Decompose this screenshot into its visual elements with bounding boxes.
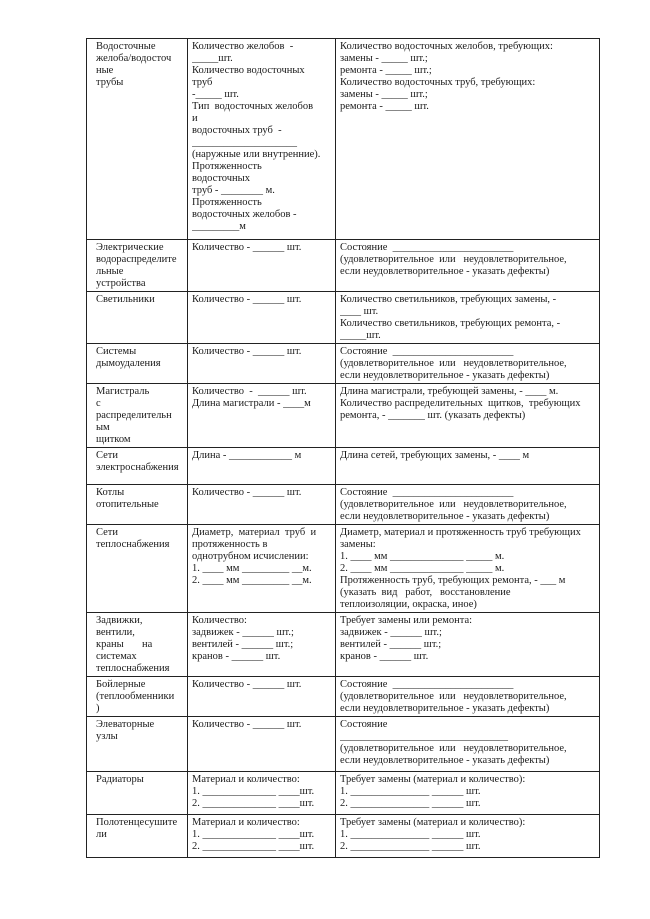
cell-text-line: Задвижки, [96, 615, 143, 626]
cell-text-line: 1. _______________ ______ шт. [340, 829, 481, 840]
cell-text-line: Требует замены (материал и количество): [340, 774, 526, 785]
cell-text-line: если неудовлетворительное - указать дефекты) [340, 511, 550, 522]
cell-text-line: (удовлетворительное или неудовлетворительное, [340, 691, 567, 702]
cell-text-line: 2. ____ мм ______________ _____ м. [340, 563, 505, 574]
inspection-table-body [87, 39, 600, 858]
table-row [87, 292, 600, 344]
cell-text-line: Полотенцесушите [96, 817, 178, 828]
cell-text-line: замены: [340, 539, 376, 550]
condition-cell [336, 240, 600, 292]
cell-text-line: однотрубном исчислении: [192, 551, 309, 562]
cell-text-line: Сети [96, 527, 118, 538]
cell-text-line: 2. ______________ ____шт. [192, 841, 315, 852]
cell-text-line: Протяженность [192, 197, 262, 208]
cell-text-line: вентили, [96, 627, 135, 638]
cell-text-line: (теплообменники [96, 691, 175, 702]
cell-text-line: Состояние _______________________ [340, 487, 514, 498]
element-name-cell [87, 240, 188, 292]
parameters-cell [188, 39, 336, 240]
element-name-cell [87, 485, 188, 525]
cell-text-line: водосточных [192, 173, 250, 184]
cell-text-line: льные [96, 266, 124, 277]
cell-text-line: Электрические [96, 242, 164, 253]
cell-text-line: замены - _____ шт.; [340, 53, 428, 64]
cell-text-line: Количество водосточных желобов, требующих: [340, 41, 553, 52]
parameters-cell [188, 717, 336, 772]
parameters-cell [188, 344, 336, 384]
cell-text-line: ли [96, 829, 107, 840]
cell-text-line: задвижек - ______ шт.; [192, 627, 294, 638]
cell-text-line: протяженность в [192, 539, 268, 550]
cell-text-line: (удовлетворительное или неудовлетворительное, [340, 499, 567, 510]
condition-cell [336, 525, 600, 613]
cell-text-line: Количество распределительных щитков, требующих [340, 398, 581, 409]
cell-text-line: Материал и количество: [192, 774, 300, 785]
cell-text-line: 1. _______________ ______ шт. [340, 786, 481, 797]
cell-text-line: Количество - ______ шт. [192, 294, 302, 305]
cell-text-line: Состояние _______________________ [340, 242, 514, 253]
condition-cell [336, 772, 600, 815]
cell-text-line: отопительные [96, 499, 159, 510]
inspection-table [86, 38, 600, 858]
cell-text-line: Диаметр, материал и протяженность труб требующих [340, 527, 581, 538]
cell-text-line: дымоудаления [96, 358, 161, 369]
condition-cell [336, 292, 600, 344]
cell-text-line: 2. ____ мм _________ __м. [192, 575, 312, 586]
cell-text-line: Количество: [192, 615, 247, 626]
parameters-cell [188, 613, 336, 677]
cell-text-line: ) [96, 703, 100, 714]
cell-text-line: Длина магистрали - ____м [192, 398, 311, 409]
cell-text-line: водосточных труб - [192, 125, 282, 136]
cell-text-line: и [192, 113, 198, 124]
cell-text-line: Бойлерные [96, 679, 146, 690]
cell-text-line: желоба/водосточ [96, 53, 172, 64]
cell-text-line: (удовлетворительное или неудовлетворительное, [340, 254, 567, 265]
cell-text-line: ремонта - _____ шт. [340, 101, 429, 112]
parameters-cell [188, 240, 336, 292]
cell-text-line: ым [96, 422, 110, 433]
parameters-cell [188, 815, 336, 858]
table-row [87, 677, 600, 717]
cell-text-line: замены - _____ шт.; [340, 89, 428, 100]
element-name-cell [87, 292, 188, 344]
cell-text-line: если неудовлетворительное - указать дефекты) [340, 266, 550, 277]
parameters-cell [188, 292, 336, 344]
cell-text-line: 2. _______________ ______ шт. [340, 798, 481, 809]
cell-text-line: _____шт. [340, 330, 381, 341]
parameters-cell [188, 384, 336, 448]
parameters-cell [188, 525, 336, 613]
cell-text-line: системах [96, 651, 137, 662]
cell-text-line: узлы [96, 731, 118, 742]
element-name-cell [87, 613, 188, 677]
cell-text-line: электроснабжения [96, 462, 179, 473]
cell-text-line: если неудовлетворительное - указать дефекты) [340, 703, 550, 714]
cell-text-line: 2. ______________ ____шт. [192, 798, 315, 809]
cell-text-line: _____шт. [192, 53, 233, 64]
table-row [87, 613, 600, 677]
cell-text-line: 1. ______________ ____шт. [192, 786, 315, 797]
cell-text-line: задвижек - ______ шт.; [340, 627, 442, 638]
cell-text-line: Состояние [340, 719, 388, 730]
cell-text-line: теплоизоляции, окраска, иное) [340, 599, 477, 610]
cell-text-line: _________м [192, 221, 246, 232]
cell-text-line: Протяженность [192, 161, 262, 172]
cell-text-line: Количество водосточных труб, требующих: [340, 77, 536, 88]
cell-text-line: Элеваторные [96, 719, 155, 730]
cell-text-line: Протяженность труб, требующих ремонта, - ___ м [340, 575, 566, 586]
cell-text-line: Требует замены или ремонта: [340, 615, 473, 626]
condition-cell [336, 717, 600, 772]
table-row [87, 525, 600, 613]
element-name-cell [87, 815, 188, 858]
cell-text-line: Количество - ______ шт. [192, 242, 302, 253]
table-row [87, 772, 600, 815]
cell-text-line: (удовлетворительное или неудовлетворительное, [340, 358, 567, 369]
cell-text-line: (указать вид работ, восстановление [340, 587, 511, 598]
table-row [87, 815, 600, 858]
cell-text-line: Требует замены (материал и количество): [340, 817, 526, 828]
table-row [87, 384, 600, 448]
cell-text-line: Длина - ____________ м [192, 450, 302, 461]
cell-text-line: Длина сетей, требующих замены, - ____ м [340, 450, 530, 461]
element-name-cell [87, 677, 188, 717]
parameters-cell [188, 772, 336, 815]
cell-text-line: Магистраль [96, 386, 150, 397]
element-name-cell [87, 384, 188, 448]
cell-text-line: Количество светильников, требующих замены, - [340, 294, 557, 305]
table-row [87, 39, 600, 240]
cell-text-line: Сети [96, 450, 118, 461]
cell-text-line: кранов - ______ шт. [192, 651, 281, 662]
table-row [87, 485, 600, 525]
cell-text-line: Материал и количество: [192, 817, 300, 828]
cell-text-line: труб [192, 77, 213, 88]
cell-text-line: щитком [96, 434, 131, 445]
cell-text-line: Количество - ______ шт. [192, 719, 302, 730]
cell-text-line: ____ шт. [340, 306, 379, 317]
cell-text-line: вентилей - ______ шт.; [340, 639, 442, 650]
cell-text-line: ____________________ [192, 137, 297, 148]
cell-text-line: Диаметр, материал труб и [192, 527, 317, 538]
element-name-cell [87, 525, 188, 613]
cell-text-line: Количество светильников, требующих ремонта, - [340, 318, 561, 329]
cell-text-line: Системы [96, 346, 137, 357]
cell-text-line: Состояние _______________________ [340, 346, 514, 357]
cell-text-line: Количество - ______ шт. [192, 487, 302, 498]
condition-cell [336, 39, 600, 240]
table-row [87, 344, 600, 384]
cell-text-line: Количество - ______ шт. [192, 386, 307, 397]
cell-text-line: вентилей - ______ шт.; [192, 639, 294, 650]
cell-text-line: Светильники [96, 294, 155, 305]
condition-cell [336, 448, 600, 485]
cell-text-line: Радиаторы [96, 774, 144, 785]
parameters-cell [188, 677, 336, 717]
cell-text-line: водосточных желобов - [192, 209, 297, 220]
cell-text-line: с [96, 398, 101, 409]
condition-cell [336, 485, 600, 525]
condition-cell [336, 815, 600, 858]
cell-text-line: теплоснабжения [96, 663, 170, 674]
cell-text-line: распределительн [96, 410, 172, 421]
condition-cell [336, 677, 600, 717]
cell-text-line: трубы [96, 77, 124, 88]
cell-text-line: краны на [96, 639, 153, 650]
element-name-cell [87, 717, 188, 772]
cell-text-line: ремонта - _____ шт.; [340, 65, 432, 76]
condition-cell [336, 613, 600, 677]
cell-text-line: 1. ____ мм ______________ _____ м. [340, 551, 505, 562]
parameters-cell [188, 448, 336, 485]
cell-text-line: Состояние _______________________ [340, 679, 514, 690]
cell-text-line: ремонта, - _______ шт. (указать дефекты) [340, 410, 526, 421]
cell-text-line: Количество - ______ шт. [192, 679, 302, 690]
table-row [87, 240, 600, 292]
cell-text-line: Котлы [96, 487, 125, 498]
cell-text-line: -_____ шт. [192, 89, 239, 100]
cell-text-line: если неудовлетворительное - указать дефекты) [340, 755, 550, 766]
condition-cell [336, 384, 600, 448]
cell-text-line: теплоснабжения [96, 539, 170, 550]
cell-text-line: ные [96, 65, 114, 76]
cell-text-line: 2. _______________ ______ шт. [340, 841, 481, 852]
element-name-cell [87, 344, 188, 384]
cell-text-line: (наружные или внутренние). [192, 149, 321, 160]
element-name-cell [87, 39, 188, 240]
element-name-cell [87, 448, 188, 485]
table-row [87, 717, 600, 772]
cell-text-line: Водосточные [96, 41, 156, 52]
cell-text-line: если неудовлетворительное - указать дефекты) [340, 370, 550, 381]
cell-text-line: ________________________________ [340, 731, 508, 742]
cell-text-line: Количество желобов - [192, 41, 294, 52]
cell-text-line: Количество - ______ шт. [192, 346, 302, 357]
condition-cell [336, 344, 600, 384]
cell-text-line: 1. ______________ ____шт. [192, 829, 315, 840]
cell-text-line: Тип водосточных желобов [192, 101, 314, 112]
cell-text-line: Длина магистрали, требующей замены, - ____ м. [340, 386, 559, 397]
cell-text-line: устройства [96, 278, 146, 289]
cell-text-line: 1. ____ мм _________ __м. [192, 563, 312, 574]
cell-text-line: водораспределите [96, 254, 177, 265]
parameters-cell [188, 485, 336, 525]
cell-text-line: Количество водосточных [192, 65, 305, 76]
cell-text-line: труб - ________ м. [192, 185, 275, 196]
cell-text-line: (удовлетворительное или неудовлетворительное, [340, 743, 567, 754]
cell-text-line: кранов - ______ шт. [340, 651, 429, 662]
element-name-cell [87, 772, 188, 815]
table-row [87, 448, 600, 485]
